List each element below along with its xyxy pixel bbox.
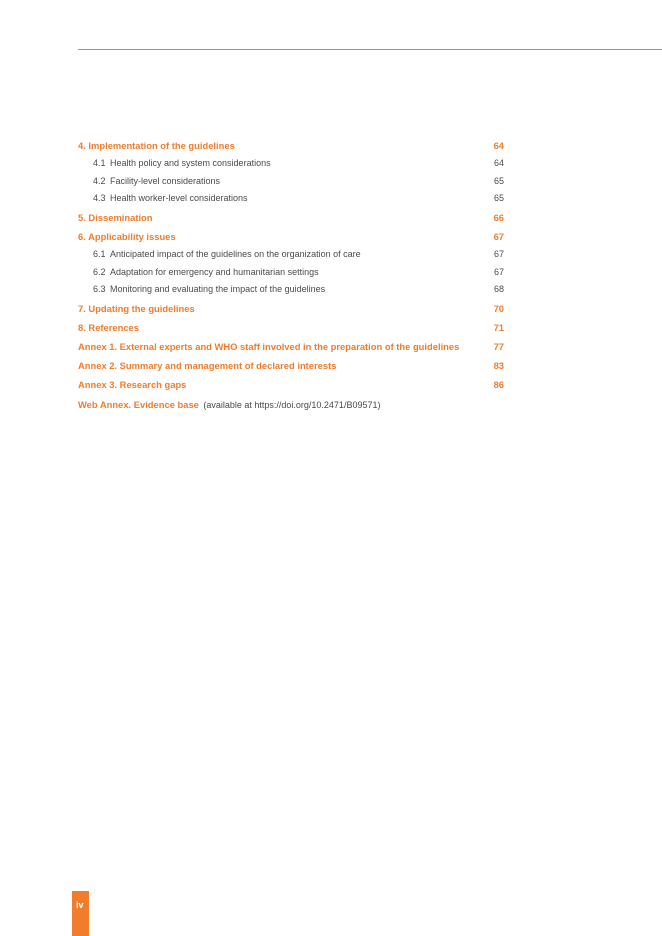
toc-entry-label: Annex 1. External experts and WHO staff involved in the preparation of the guidelines — [78, 341, 460, 352]
toc-entry-label: Health policy and system considerations — [110, 158, 271, 168]
toc-entry-section-4-1[interactable] — [78, 155, 504, 171]
toc-entry-number: 6.3 — [93, 284, 106, 294]
toc-entry-label: Monitoring and evaluating the impact of the guidelines — [110, 284, 326, 294]
toc-entry-label: Anticipated impact of the guidelines on the organization of care — [110, 249, 361, 259]
toc-entry-page: 86 — [493, 379, 504, 390]
toc-entry-number: 4.1 — [93, 158, 106, 168]
toc-entry-section-5[interactable] — [78, 210, 504, 226]
page-number: iv — [76, 900, 84, 910]
toc-entry-page: 67 — [493, 249, 504, 259]
toc-entry-page: 77 — [493, 341, 504, 352]
toc-entry-section-7[interactable] — [78, 301, 504, 317]
toc-entry-page: 68 — [493, 284, 504, 294]
toc-entry-page: 67 — [493, 231, 504, 242]
toc-entry-section-4-3[interactable] — [78, 190, 504, 206]
toc-entry-label: Annex 3. Research gaps — [78, 379, 187, 390]
toc-entry-label: 8. References — [78, 322, 139, 333]
toc-entry-label: 5. Dissemination — [78, 212, 153, 223]
toc-entry-annex-2[interactable] — [78, 358, 504, 374]
toc-entry-page: 71 — [493, 322, 504, 333]
toc-entry-page: 70 — [493, 303, 504, 314]
toc-entry-section-6[interactable] — [78, 229, 504, 245]
toc-entry-label: Adaptation for emergency and humanitarian settings — [110, 267, 319, 277]
toc-entry-number: 6.1 — [93, 249, 106, 259]
toc-entry-label: 4. Implementation of the guidelines — [78, 140, 235, 151]
toc-entry-annex-3[interactable] — [78, 377, 504, 393]
toc-entry-label: Health worker-level considerations — [110, 193, 248, 203]
toc-entry-section-4[interactable] — [78, 138, 504, 154]
toc-entry-page: 65 — [493, 176, 504, 186]
toc-entry-page: 64 — [493, 158, 504, 168]
toc-entry-page: 65 — [493, 193, 504, 203]
toc-entry-number: 4.2 — [93, 176, 106, 186]
web-annex-link-note[interactable]: (available at https://doi.org/10.2471/B09571) — [203, 400, 381, 410]
toc-entry-label: 6. Applicability issues — [78, 231, 176, 242]
page-number-tab — [72, 891, 89, 936]
toc-entry-section-8[interactable] — [78, 320, 504, 336]
header-rule — [78, 49, 662, 50]
toc-entry-section-4-2[interactable] — [78, 173, 504, 189]
toc-entry-label: Facility-level considerations — [110, 176, 221, 186]
toc-entry-number: 4.3 — [93, 193, 106, 203]
toc-entry-page: 67 — [493, 267, 504, 277]
toc-entry-label: Annex 2. Summary and management of declared interests — [78, 360, 337, 371]
toc-entry-page: 64 — [493, 140, 504, 151]
toc-entry-annex-1[interactable] — [78, 339, 504, 355]
toc-entry-section-6-3[interactable] — [78, 281, 504, 297]
toc-entry-section-6-1[interactable] — [78, 246, 504, 262]
toc-entry-label: Web Annex. Evidence base — [78, 399, 199, 410]
toc-entry-label: 7. Updating the guidelines — [78, 303, 195, 314]
toc-entry-web-annex[interactable] — [78, 396, 504, 412]
toc-entry-page: 66 — [493, 212, 504, 223]
toc-entry-number: 6.2 — [93, 267, 106, 277]
toc-entry-page: 83 — [493, 360, 504, 371]
toc-entry-section-6-2[interactable] — [78, 264, 504, 280]
